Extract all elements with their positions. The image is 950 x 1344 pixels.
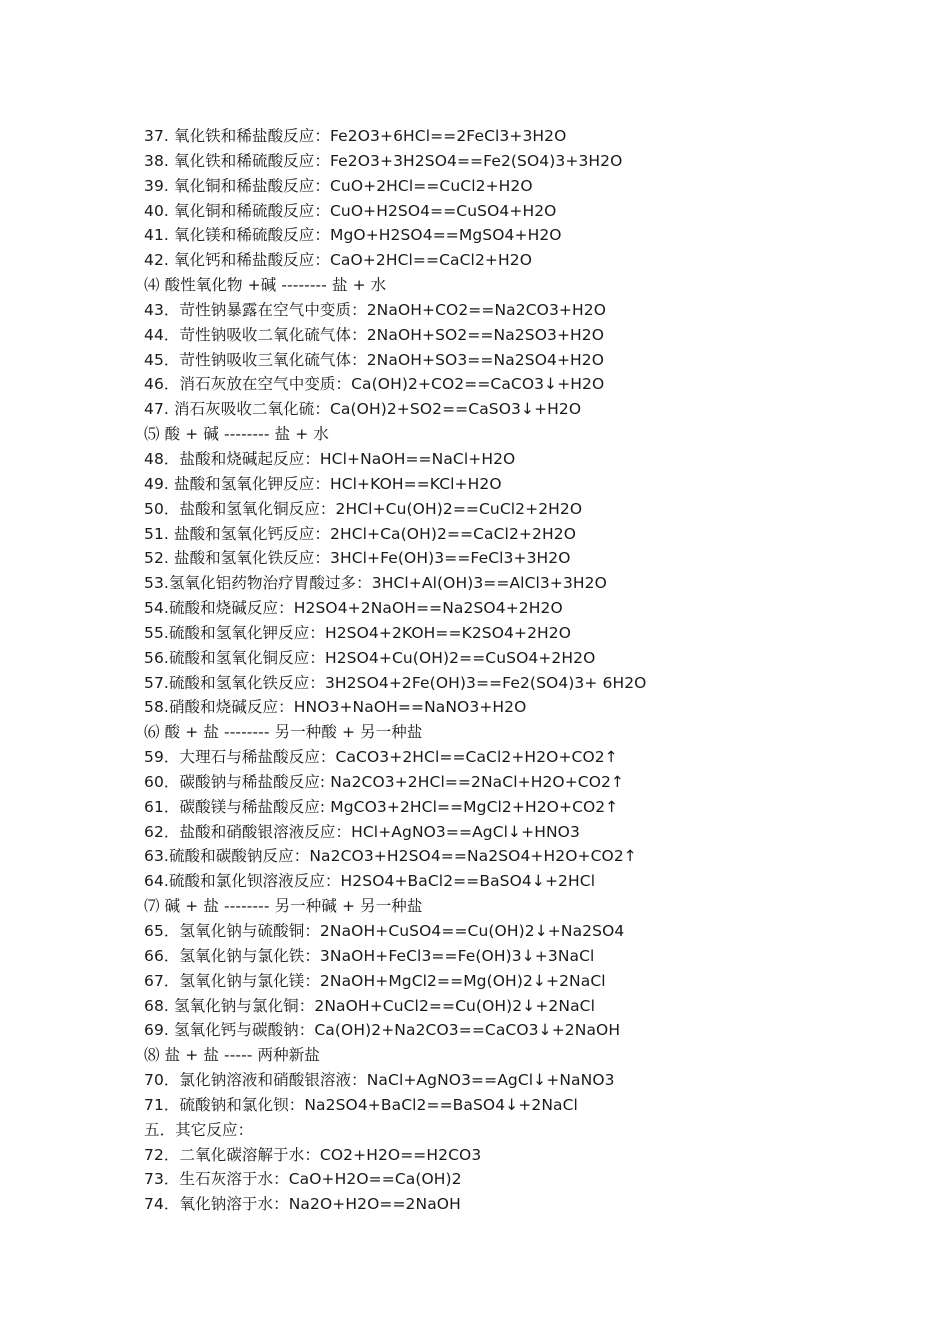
equation-line: 47. 消石灰吸收二氧化硫：Ca(OH)2+SO2==CaSO3↓+H2O [144, 400, 582, 419]
section-heading: ⑷ 酸性氧化物 +碱 -------- 盐 + 水 [144, 276, 387, 295]
equation-line: 64.硫酸和氯化钡溶液反应：H2SO4+BaCl2==BaSO4↓+2HCl [144, 872, 596, 891]
equation-line: 48．盐酸和烧碱起反应：HCl+NaOH==NaCl+H2O [144, 449, 516, 468]
section-heading: 五．其它反应： [144, 1120, 254, 1139]
equation-line: 51. 盐酸和氢氧化钙反应：2HCl+Ca(OH)2==CaCl2+2H2O [144, 524, 576, 543]
equation-line: 61．碳酸镁与稀盐酸反应: MgCO3+2HCl==MgCl2+H2O+CO2↑ [144, 797, 619, 816]
equation-line: 56.硫酸和氢氧化铜反应：H2SO4+Cu(OH)2==CuSO4+2H2O [144, 648, 596, 667]
equation-line: 74．氧化钠溶于水：Na2O+H2O==2NaOH [144, 1195, 461, 1214]
section-heading: ⑸ 酸 + 碱 -------- 盐 + 水 [144, 425, 329, 444]
equation-line: 41. 氧化镁和稀硫酸反应：MgO+H2SO4==MgSO4+H2O [144, 226, 562, 245]
equation-line: 40. 氧化铜和稀硫酸反应：CuO+H2SO4==CuSO4+H2O [144, 201, 557, 220]
equation-line: 71．硫酸钠和氯化钡：Na2SO4+BaCl2==BaSO4↓+2NaCl [144, 1095, 578, 1114]
equation-line: 69. 氢氧化钙与碳酸钠：Ca(OH)2+Na2CO3==CaCO3↓+2NaOH [144, 1021, 621, 1040]
equation-line: 45．苛性钠吸收三氧化硫气体：2NaOH+SO3==Na2SO4+H2O [144, 350, 605, 369]
equation-line: 66．氢氧化钠与氯化铁：3NaOH+FeCl3==Fe(OH)3↓+3NaCl [144, 946, 595, 965]
equation-line: 53.氢氧化铝药物治疗胃酸过多：3HCl+Al(OH)3==AlCl3+3H2O [144, 574, 607, 593]
equation-line: 60．碳酸钠与稀盐酸反应: Na2CO3+2HCl==2NaCl+H2O+CO2↑ [144, 772, 625, 791]
equation-line: 58.硝酸和烧碱反应：HNO3+NaOH==NaNO3+H2O [144, 698, 527, 717]
section-heading: ⑻ 盐 + 盐 ----- 两种新盐 [144, 1046, 320, 1065]
equation-line: 37. 氧化铁和稀盐酸反应：Fe2O3+6HCl==2FeCl3+3H2O [144, 127, 567, 145]
equation-line: 73．生石灰溶于水：CaO+H2O==Ca(OH)2 [144, 1170, 462, 1189]
equation-line: 59．大理石与稀盐酸反应：CaCO3+2HCl==CaCl2+H2O+CO2↑ [144, 748, 618, 767]
equation-line: 50．盐酸和氢氧化铜反应：2HCl+Cu(OH)2==CuCl2+2H2O [144, 499, 583, 518]
section-heading: ⑺ 碱 + 盐 -------- 另一种碱 + 另一种盐 [144, 897, 423, 916]
equation-line: 63.硫酸和碳酸钠反应：Na2CO3+H2SO4==Na2SO4+H2O+CO2↑ [144, 847, 637, 866]
equation-line: 54.硫酸和烧碱反应：H2SO4+2NaOH==Na2SO4+2H2O [144, 599, 563, 618]
equation-line: 52. 盐酸和氢氧化铁反应：3HCl+Fe(OH)3==FeCl3+3H2O [144, 549, 571, 568]
section-heading: ⑹ 酸 + 盐 -------- 另一种酸 + 另一种盐 [144, 723, 423, 742]
equation-line: 55.硫酸和氢氧化钾反应：H2SO4+2KOH==K2SO4+2H2O [144, 623, 572, 642]
equation-line: 67．氢氧化钠与氯化镁：2NaOH+MgCl2==Mg(OH)2↓+2NaCl [144, 971, 606, 990]
document-body [144, 124, 884, 1217]
equation-line: 57.硫酸和氢氧化铁反应：3H2SO4+2Fe(OH)3==Fe2(SO4)3+ 6H2O [144, 673, 647, 692]
equation-line: 44．苛性钠吸收二氧化硫气体：2NaOH+SO2==Na2SO3+H2O [144, 325, 605, 344]
equation-line: 43．苛性钠暴露在空气中变质：2NaOH+CO2==Na2CO3+H2O [144, 300, 607, 319]
equation-line: 65．氢氧化钠与硫酸铜：2NaOH+CuSO4==Cu(OH)2↓+Na2SO4 [144, 922, 625, 940]
equation-line: 42. 氧化钙和稀盐酸反应：CaO+2HCl==CaCl2+H2O [144, 251, 533, 270]
equation-line: 62．盐酸和硝酸银溶液反应：HCl+AgNO3==AgCl↓+HNO3 [144, 822, 580, 841]
equation-line: 68. 氢氧化钠与氯化铜：2NaOH+CuCl2==Cu(OH)2↓+2NaCl [144, 996, 596, 1015]
equation-line: 38. 氧化铁和稀硫酸反应：Fe2O3+3H2SO4==Fe2(SO4)3+3H2O [144, 151, 623, 170]
equation-line: 72．二氧化碳溶解于水：CO2+H2O==H2CO3 [144, 1145, 482, 1164]
equation-line: 70．氯化钠溶液和硝酸银溶液：NaCl+AgNO3==AgCl↓+NaNO3 [144, 1071, 615, 1090]
equation-line: 46．消石灰放在空气中变质：Ca(OH)2+CO2==CaCO3↓+H2O [144, 375, 605, 394]
equation-line: 49. 盐酸和氢氧化钾反应：HCl+KOH==KCl+H2O [144, 474, 502, 493]
equation-line: 39. 氧化铜和稀盐酸反应：CuO+2HCl==CuCl2+H2O [144, 176, 533, 195]
